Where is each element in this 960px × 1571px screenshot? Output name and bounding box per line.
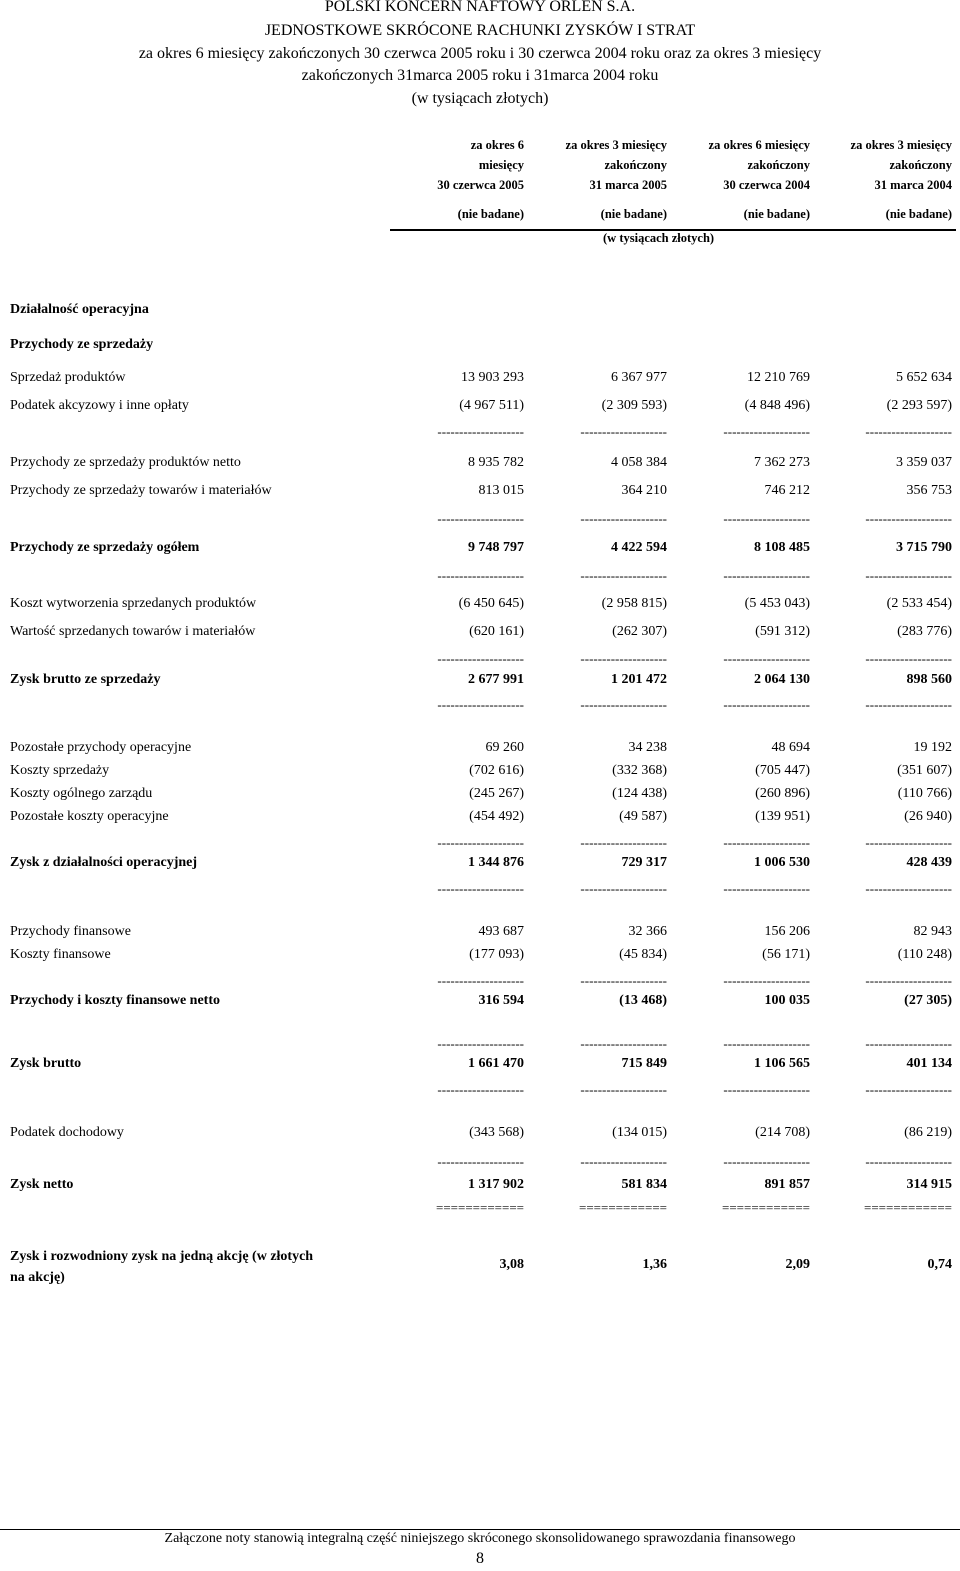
- row-value: 34 238: [628, 740, 667, 755]
- row-value: 813 015: [478, 483, 524, 498]
- row-value: (4 848 496): [744, 398, 810, 413]
- row-value: (332 368): [612, 763, 667, 778]
- period-line-1: za okres 6 miesięcy zakończonych 30 czerwca 2005 roku i 30 czerwca 2004 roku oraz za okres 3 miesięcy: [138, 44, 822, 62]
- row-value: 891 857: [764, 1177, 810, 1192]
- row-value: 48 694: [771, 740, 810, 755]
- row-value: 314 915: [906, 1177, 952, 1192]
- total-separator: --------------------: [865, 424, 952, 439]
- eps-value: 2,09: [785, 1257, 810, 1272]
- column-header-line: miesięcy: [478, 158, 524, 172]
- total-separator: --------------------: [865, 1082, 952, 1097]
- column-header-1: [384, 135, 524, 195]
- row-value: 4 422 594: [611, 540, 667, 555]
- row-value: (260 896): [755, 786, 810, 801]
- row-value: 746 212: [764, 483, 810, 498]
- row-value: 493 687: [478, 924, 524, 939]
- total-separator: --------------------: [437, 1082, 524, 1097]
- row-value: 100 035: [764, 993, 810, 1008]
- page-number: 8: [476, 1550, 484, 1567]
- row-value: (262 307): [612, 624, 667, 639]
- row-value: (214 708): [755, 1125, 810, 1140]
- total-separator: --------------------: [723, 835, 810, 850]
- row-value: (454 492): [469, 809, 524, 824]
- row-label: Sprzedaż produktów: [10, 370, 126, 385]
- column-header-line: 31 marca 2005: [589, 178, 667, 192]
- double-separator: ============: [864, 1200, 952, 1215]
- column-audit-note: (nie badane): [457, 207, 524, 221]
- row-value: (2 533 454): [886, 596, 952, 611]
- row-value: 156 206: [764, 924, 810, 939]
- row-value: 7 362 273: [754, 455, 810, 470]
- row-value: (110 248): [897, 947, 952, 962]
- row-value: (13 468): [619, 993, 667, 1008]
- row-value: (27 305): [904, 993, 952, 1008]
- column-header-line: 31 marca 2004: [874, 178, 952, 192]
- row-value: 1 201 472: [611, 672, 667, 687]
- total-separator: --------------------: [723, 1082, 810, 1097]
- eps-label: Zysk i rozwodniony zysk na jedną akcję (w złotych na akcję): [10, 1249, 314, 1285]
- row-value: (702 616): [469, 763, 524, 778]
- row-label: Podatek akcyzowy i inne opłaty: [10, 398, 189, 413]
- row-label: Przychody i koszty finansowe netto: [10, 993, 220, 1008]
- column-header-line: 30 czerwca 2004: [723, 178, 810, 192]
- row-value: 2 064 130: [754, 672, 810, 687]
- total-separator: --------------------: [865, 568, 952, 583]
- row-value: 12 210 769: [747, 370, 810, 385]
- row-label: Zysk netto: [10, 1177, 74, 1192]
- row-value: 1 661 470: [468, 1056, 524, 1071]
- period-line-2: zakończonych 31marca 2005 roku i 31marca 2004 roku: [301, 67, 659, 84]
- total-separator: --------------------: [723, 697, 810, 712]
- row-label: Zysk brutto: [10, 1056, 82, 1071]
- row-label: Przychody ze sprzedaży ogółem: [10, 540, 200, 555]
- total-separator: --------------------: [580, 697, 667, 712]
- eps-value: 1,36: [642, 1257, 667, 1272]
- row-value: 1 317 902: [468, 1177, 524, 1192]
- column-header-line: zakończony: [889, 158, 952, 172]
- row-value: 8 935 782: [468, 455, 524, 470]
- column-header-line: za okres 6 miesięcy: [708, 138, 810, 152]
- row-value: (5 453 043): [744, 596, 810, 611]
- row-label: Przychody ze sprzedaży produktów netto: [10, 455, 241, 470]
- total-separator: --------------------: [723, 973, 810, 988]
- column-header-4: [812, 135, 952, 195]
- column-header-line: za okres 6: [470, 138, 524, 152]
- row-value: 1 344 876: [468, 855, 524, 870]
- column-header-3: [670, 135, 810, 195]
- column-header-line: za okres 3 miesięcy: [565, 138, 667, 152]
- row-value: (139 951): [755, 809, 810, 824]
- row-value: (343 568): [469, 1125, 524, 1140]
- row-value: 715 849: [621, 1056, 667, 1071]
- total-separator: --------------------: [865, 697, 952, 712]
- total-separator: --------------------: [865, 973, 952, 988]
- row-value: 2 677 991: [468, 672, 524, 687]
- row-value: (110 766): [897, 786, 952, 801]
- row-value: (45 834): [619, 947, 667, 962]
- total-separator: --------------------: [723, 1036, 810, 1051]
- column-header-line: zakończony: [747, 158, 810, 172]
- total-separator: --------------------: [865, 835, 952, 850]
- total-separator: --------------------: [723, 881, 810, 896]
- row-value: 356 753: [906, 483, 952, 498]
- row-value: (86 219): [904, 1125, 952, 1140]
- row-label: Koszty sprzedaży: [10, 763, 110, 778]
- total-separator: --------------------: [437, 1154, 524, 1169]
- unit-subheader: (w tysiącach złotych): [603, 231, 715, 245]
- total-separator: --------------------: [580, 568, 667, 583]
- row-label: Wartość sprzedanych towarów i materiałów: [10, 624, 256, 639]
- row-label: Koszt wytworzenia sprzedanych produktów: [10, 596, 257, 611]
- total-separator: --------------------: [580, 1036, 667, 1051]
- double-separator: ============: [579, 1200, 667, 1215]
- column-audit-note: (nie badane): [743, 207, 810, 221]
- row-value: 19 192: [913, 740, 952, 755]
- row-value: 3 715 790: [896, 540, 952, 555]
- row-value: 4 058 384: [611, 455, 667, 470]
- total-separator: --------------------: [723, 1154, 810, 1169]
- row-value: 581 834: [621, 1177, 667, 1192]
- row-value: (177 093): [469, 947, 524, 962]
- row-label: Przychody ze sprzedaży towarów i materiałów: [10, 483, 272, 498]
- column-header-line: za okres 3 miesięcy: [850, 138, 952, 152]
- column-audit-note: (nie badane): [600, 207, 667, 221]
- row-value: (124 438): [612, 786, 667, 801]
- statement-title: JEDNOSTKOWE SKRÓCONE RACHUNKI ZYSKÓW I STRAT: [264, 22, 696, 39]
- total-separator: --------------------: [723, 424, 810, 439]
- company-name: POLSKI KONCERN NAFTOWY ORLEN S.A.: [324, 0, 636, 15]
- row-value: (620 161): [469, 624, 524, 639]
- total-separator: --------------------: [437, 424, 524, 439]
- row-value: 32 366: [628, 924, 667, 939]
- row-value: 13 903 293: [461, 370, 524, 385]
- row-label: Zysk z działalności operacyjnej: [10, 855, 198, 870]
- row-value: (49 587): [619, 809, 667, 824]
- total-separator: --------------------: [580, 835, 667, 850]
- row-label: Zysk brutto ze sprzedaży: [10, 672, 161, 687]
- total-separator: --------------------: [723, 568, 810, 583]
- eps-value: 0,74: [927, 1257, 952, 1272]
- row-value: 401 134: [906, 1056, 952, 1071]
- row-value: 316 594: [478, 993, 524, 1008]
- footer-rule: [0, 1529, 960, 1530]
- total-separator: --------------------: [437, 835, 524, 850]
- row-value: 898 560: [906, 672, 952, 687]
- total-separator: --------------------: [437, 881, 524, 896]
- total-separator: --------------------: [437, 1036, 524, 1051]
- row-value: 8 108 485: [754, 540, 810, 555]
- section-revenue: Przychody ze sprzedaży: [10, 337, 154, 352]
- total-separator: --------------------: [580, 424, 667, 439]
- section-operating: Działalność operacyjna: [10, 302, 149, 317]
- row-value: 428 439: [906, 855, 952, 870]
- total-separator: --------------------: [437, 651, 524, 666]
- row-value: 3 359 037: [896, 455, 952, 470]
- total-separator: --------------------: [580, 973, 667, 988]
- footer-note: Załączone noty stanowią integralną część niniejszego skróconego skonsolidowanego sprawozdania finansowego: [164, 1531, 796, 1546]
- total-separator: --------------------: [865, 881, 952, 896]
- row-value: (283 776): [897, 624, 952, 639]
- row-label: Przychody finansowe: [10, 924, 131, 939]
- row-value: (591 312): [755, 624, 810, 639]
- total-separator: --------------------: [580, 1154, 667, 1169]
- row-value: (2 958 815): [601, 596, 667, 611]
- total-separator: --------------------: [580, 651, 667, 666]
- total-separator: --------------------: [865, 1154, 952, 1169]
- row-label: Koszty finansowe: [10, 947, 111, 962]
- row-label: Pozostałe koszty operacyjne: [10, 809, 169, 824]
- row-value: (705 447): [755, 763, 810, 778]
- total-separator: --------------------: [437, 973, 524, 988]
- total-separator: --------------------: [865, 511, 952, 526]
- row-value: (6 450 645): [458, 596, 524, 611]
- column-header-line: 30 czerwca 2005: [437, 178, 524, 192]
- row-label: Pozostałe przychody operacyjne: [10, 740, 192, 755]
- total-separator: --------------------: [580, 1082, 667, 1097]
- total-separator: --------------------: [865, 651, 952, 666]
- row-value: (2 309 593): [601, 398, 667, 413]
- row-value: (2 293 597): [886, 398, 952, 413]
- row-value: 69 260: [485, 740, 524, 755]
- row-value: (4 967 511): [459, 398, 524, 413]
- row-value: (134 015): [612, 1125, 667, 1140]
- unit-line: (w tysiącach złotych): [411, 89, 549, 107]
- total-separator: --------------------: [580, 511, 667, 526]
- row-value: 1 006 530: [754, 855, 810, 870]
- row-value: 1 106 565: [754, 1056, 810, 1071]
- total-separator: --------------------: [437, 568, 524, 583]
- row-label: Podatek dochodowy: [10, 1125, 124, 1140]
- column-header-2: [527, 135, 667, 195]
- eps-value: 3,08: [499, 1257, 524, 1272]
- row-value: 9 748 797: [468, 540, 524, 555]
- row-value: 82 943: [913, 924, 952, 939]
- row-value: 6 367 977: [611, 370, 667, 385]
- total-separator: --------------------: [437, 511, 524, 526]
- row-value: 364 210: [621, 483, 667, 498]
- row-value: (56 171): [762, 947, 810, 962]
- row-value: 5 652 634: [896, 370, 952, 385]
- double-separator: ============: [722, 1200, 810, 1215]
- double-separator: ============: [436, 1200, 524, 1215]
- row-value: 729 317: [621, 855, 667, 870]
- total-separator: --------------------: [723, 511, 810, 526]
- row-label: Koszty ogólnego zarządu: [10, 786, 153, 801]
- column-header-line: zakończony: [604, 158, 667, 172]
- total-separator: --------------------: [723, 651, 810, 666]
- total-separator: --------------------: [580, 881, 667, 896]
- row-value: (245 267): [469, 786, 524, 801]
- row-value: (26 940): [904, 809, 952, 824]
- row-value: (351 607): [897, 763, 952, 778]
- total-separator: --------------------: [865, 1036, 952, 1051]
- column-audit-note: (nie badane): [885, 207, 952, 221]
- total-separator: --------------------: [437, 697, 524, 712]
